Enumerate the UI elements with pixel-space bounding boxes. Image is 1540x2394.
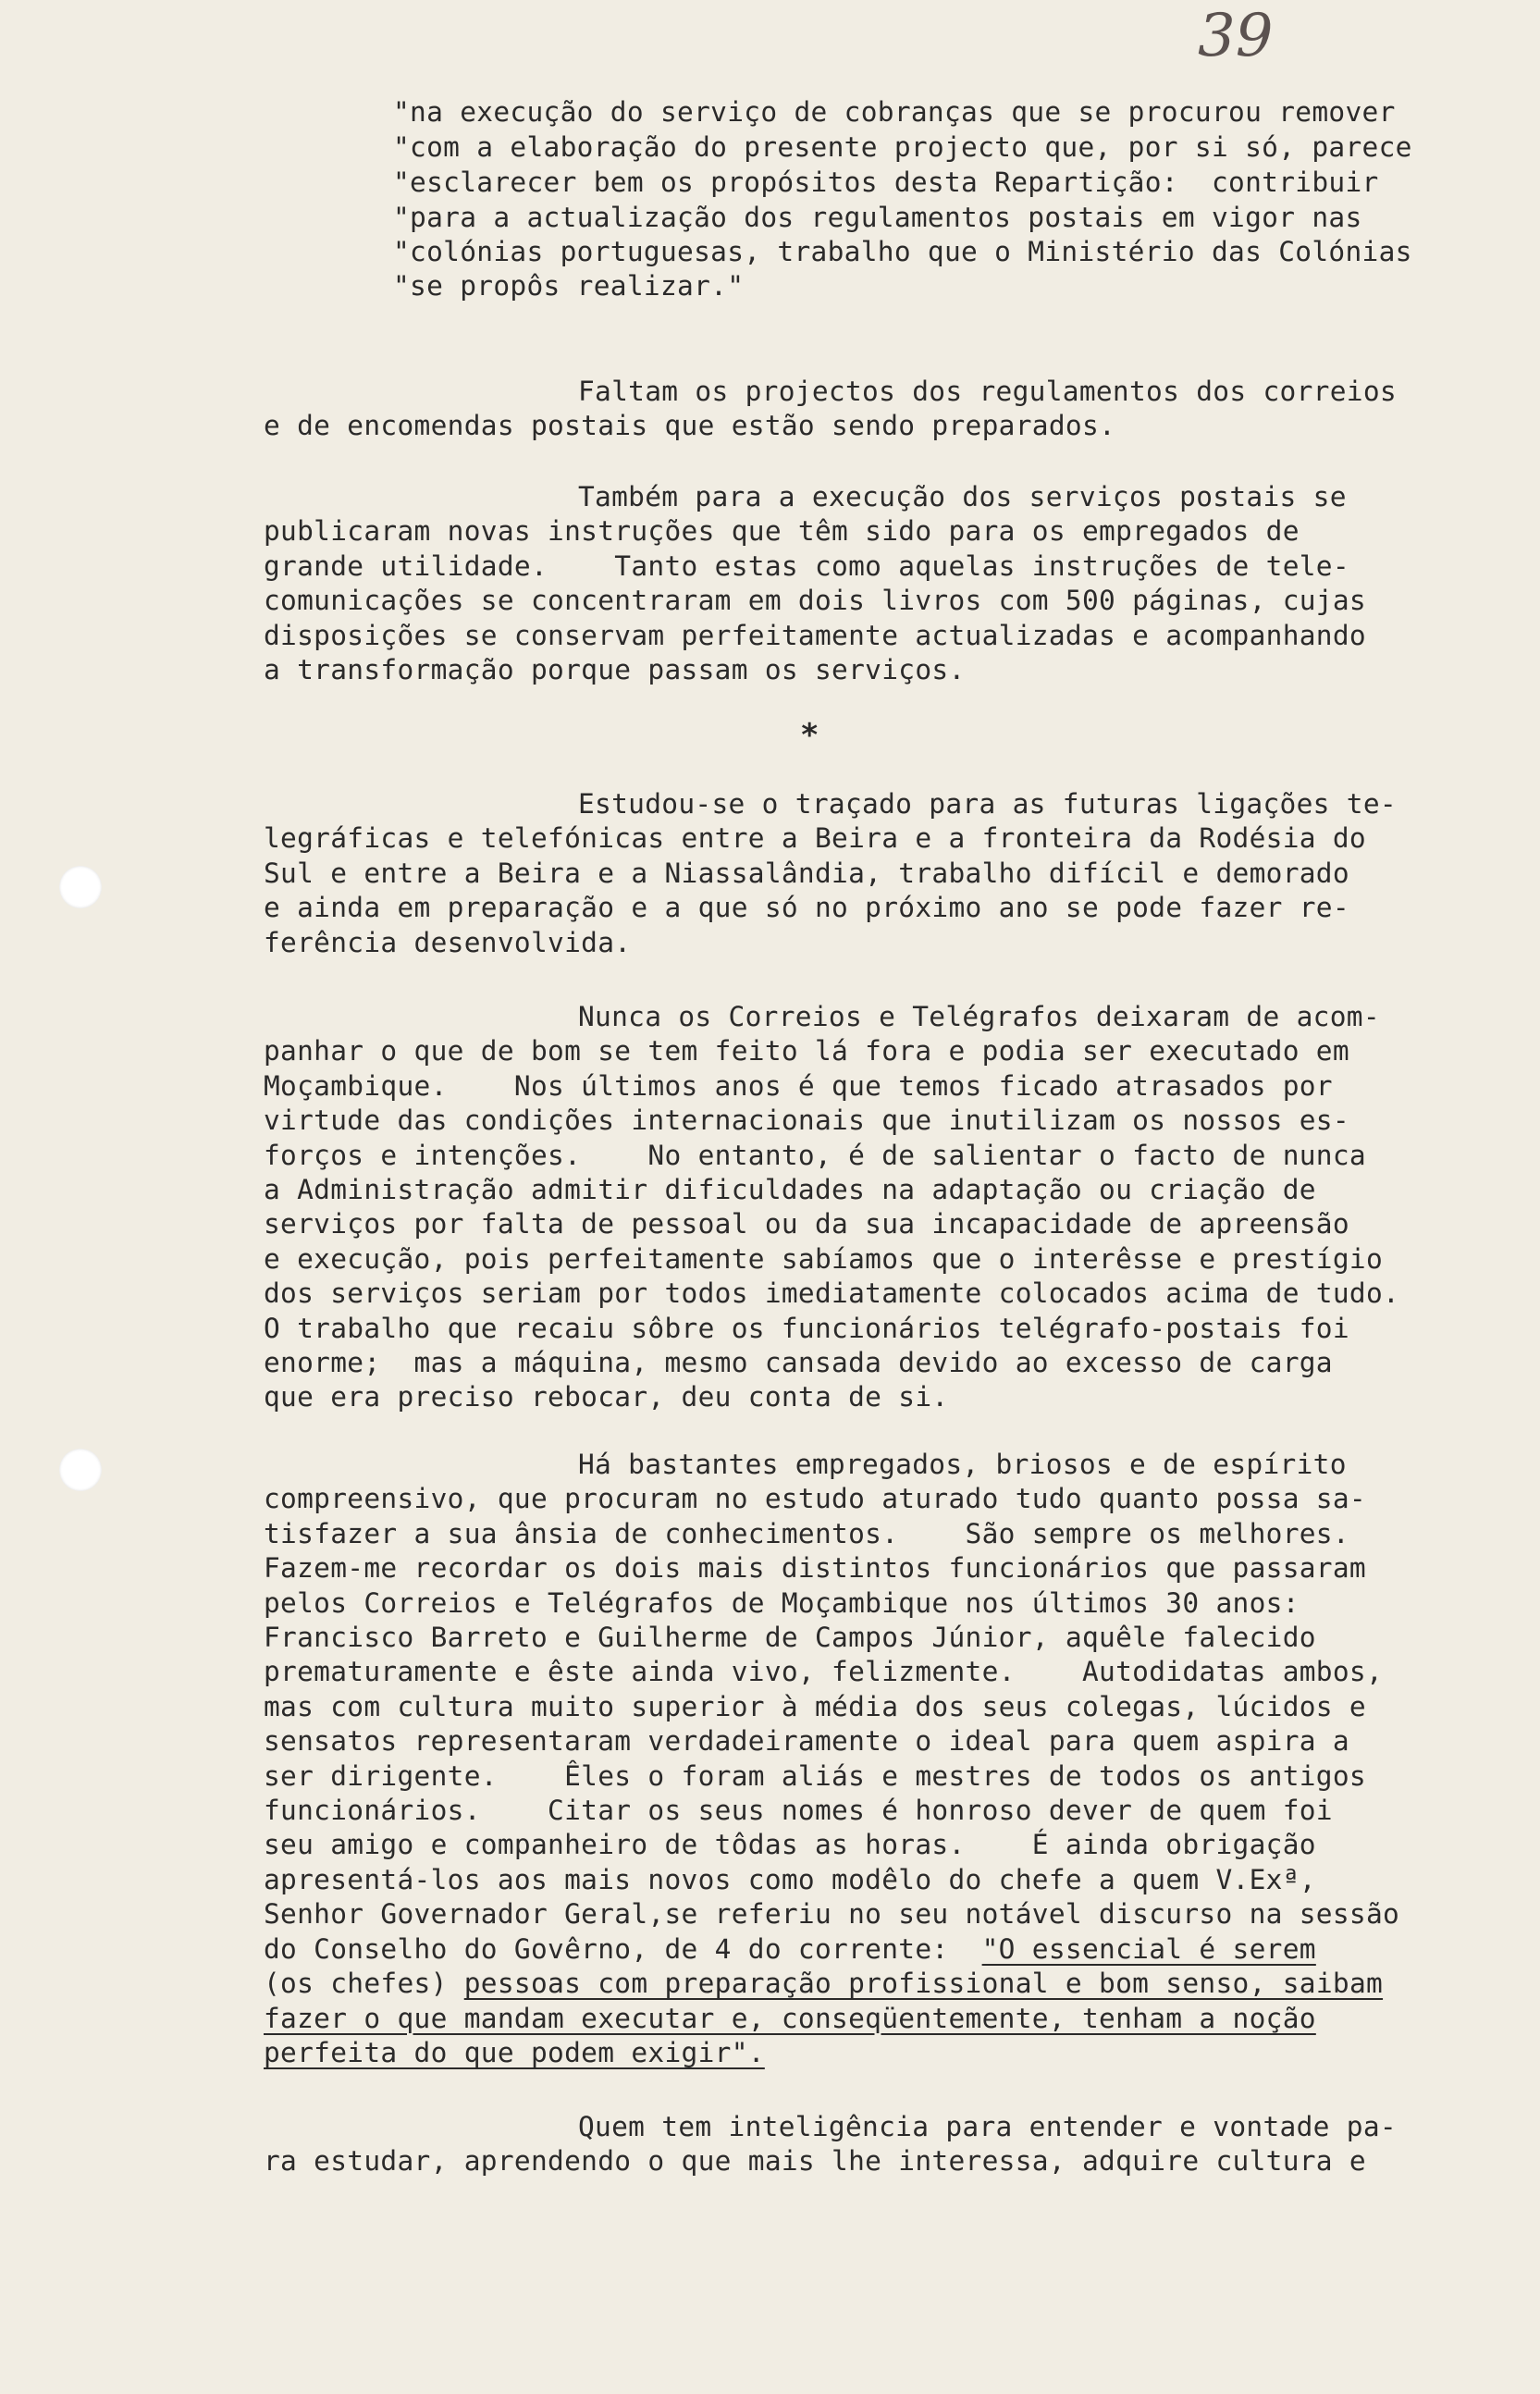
paragraph-line: Estudou-se o traçado para as futuras ligações te-	[578, 788, 1397, 820]
quote-line: "para a actualização dos regulamentos postais em vigor nas	[393, 202, 1362, 233]
paragraph-line: pelos Correios e Telégrafos de Moçambique nos últimos 30 anos:	[264, 1586, 1300, 1619]
quote-line: "na execução do serviço de cobranças que se procurou remover	[393, 96, 1396, 128]
paragraph-line: legráficas e telefónicas entre a Beira e a fronteira da Rodésia do	[264, 822, 1366, 855]
paragraph-line: ferência desenvolvida.	[264, 926, 632, 958]
paragraph-4	[264, 1000, 1508, 1415]
paragraph-line: disposições se conservam perfeitamente actualizadas e acompanhando	[264, 619, 1366, 651]
paragraph-line: e de encomendas postais que estão sendo preparados.	[264, 410, 1116, 442]
paragraph-1	[264, 375, 1508, 444]
paragraph-line: e ainda em preparação e a que só no próximo ano se pode fazer re-	[264, 892, 1349, 924]
paragraph-line: sensatos representaram verdadeiramente o ideal para quem aspira a	[264, 1725, 1349, 1758]
paragraph-line: mas com cultura muito superior à média dos seus colegas, lúcidos e	[264, 1690, 1366, 1722]
underlined-quote: fazer o que mandam executar e, conseqüentemente, tenham a noção	[264, 2002, 1316, 2034]
underlined-quote: pessoas com preparação profissional e bom senso, saibam	[463, 1968, 1384, 2000]
paragraph-line: Francisco Barreto e Guilherme de Campos Júnior, aquêle falecido	[264, 1622, 1316, 1654]
paragraph-line: compreensivo, que procuram no estudo aturado tudo quanto possa sa-	[264, 1483, 1366, 1515]
paragraph-line: serviços por falta de pessoal ou da sua incapacidade de apreensão	[264, 1208, 1349, 1240]
paragraph-line: virtude das condições internacionais que inutilizam os nossos es-	[264, 1104, 1349, 1137]
paragraph-line: apresentá-los aos mais novos como modêlo do chefe a quem V.Exª,	[264, 1863, 1316, 1895]
section-separator: *	[800, 717, 819, 754]
paragraph-3	[264, 787, 1508, 960]
quote-line: "se propôs realizar."	[393, 270, 745, 302]
paragraph-line: forços e intenções. No entanto, é de salientar o facto de nunca	[264, 1139, 1366, 1171]
paragraph-line: O trabalho que recaiu sôbre os funcionários telégrafo-postais foi	[264, 1312, 1349, 1344]
paragraph-line: que era preciso rebocar, deu conta de si.	[264, 1381, 949, 1413]
paragraph-line: ra estudar, aprendendo o que mais lhe interessa, adquire cultura e	[264, 2145, 1366, 2178]
paragraph-line: comunicações se concentraram em dois livros com 500 páginas, cujas	[264, 585, 1366, 617]
paragraph-line: dos serviços seriam por todos imediatamente colocados acima de tudo.	[264, 1277, 1400, 1310]
paragraph-5	[264, 1448, 1508, 2070]
paragraph-line: funcionários. Citar os seus nomes é honroso dever de quem foi	[264, 1795, 1333, 1827]
punch-hole-bottom	[59, 1449, 102, 1491]
paragraph-line: Também para a execução dos serviços postais se	[578, 481, 1347, 512]
parenthetical: (os chefes)	[264, 1968, 464, 2000]
paragraph-line: tisfazer a sua ânsia de conhecimentos. São sempre os melhores.	[264, 1517, 1349, 1549]
paragraph-line: enorme; mas a máquina, mesmo cansada devido ao excesso de carga	[264, 1347, 1333, 1379]
paragraph-line: Senhor Governador Geral,se referiu no seu notável discurso na sessão	[264, 1898, 1400, 1931]
paragraph-line: a transformação porque passam os serviços.	[264, 654, 966, 686]
paragraph-line: Fazem-me recordar os dois mais distintos funcionários que passaram	[264, 1552, 1366, 1585]
quote-line: "esclarecer bem os propósitos desta Repartição: contribuir	[393, 167, 1379, 198]
paragraph-line: prematuramente e êste ainda vivo, felizmente. Autodidatas ambos,	[264, 1656, 1384, 1688]
paragraph-line: e execução, pois perfeitamente sabíamos que o interêsse e prestígio	[264, 1242, 1384, 1275]
paragraph-line: Sul e entre a Beira e a Niassalândia, trabalho difícil e demorado	[264, 857, 1349, 889]
paragraph-line: a Administração admitir dificuldades na adaptação ou criação de	[264, 1174, 1316, 1206]
paragraph-line: publicaram novas instruções que têm sido para os empregados de	[264, 515, 1300, 548]
punch-hole-top	[59, 866, 102, 908]
paragraph-line: ser dirigente. Êles o foram aliás e mestres de todos os antigos	[264, 1759, 1366, 1792]
paragraph-line: Moçambique. Nos últimos anos é que temos ficado atrasados por	[264, 1069, 1333, 1102]
paragraph-line: panhar o que de bom se tem feito lá fora e podia ser executado em	[264, 1035, 1349, 1067]
paragraph-line: seu amigo e companheiro de tôdas as horas. É ainda obrigação	[264, 1829, 1316, 1861]
underlined-quote: "O essencial é serem	[981, 1932, 1316, 1965]
paragraph-2	[264, 480, 1508, 687]
paragraph-line: do Conselho do Govêrno, de 4 do corrente:	[264, 1932, 949, 1965]
underlined-quote: perfeita do que podem exigir".	[264, 2036, 765, 2068]
paragraph-line: Há bastantes empregados, briosos e de espírito	[578, 1449, 1347, 1480]
paragraph-line: Nunca os Correios e Telégrafos deixaram de acom-	[578, 1001, 1380, 1032]
paragraph-6	[264, 2110, 1508, 2179]
paragraph-line: Quem tem inteligência para entender e vontade pa-	[578, 2111, 1397, 2142]
paragraph-line: grande utilidade. Tanto estas como aquelas instruções de tele-	[264, 549, 1349, 582]
page-number: 39	[1198, 2, 1274, 70]
quote-line: "com a elaboração do presente projecto que, por si só, parece	[393, 131, 1412, 163]
quote-line: "colónias portuguesas, trabalho que o Ministério das Colónias	[393, 236, 1412, 267]
paragraph-line: Faltam os projectos dos regulamentos dos correios	[578, 376, 1397, 407]
